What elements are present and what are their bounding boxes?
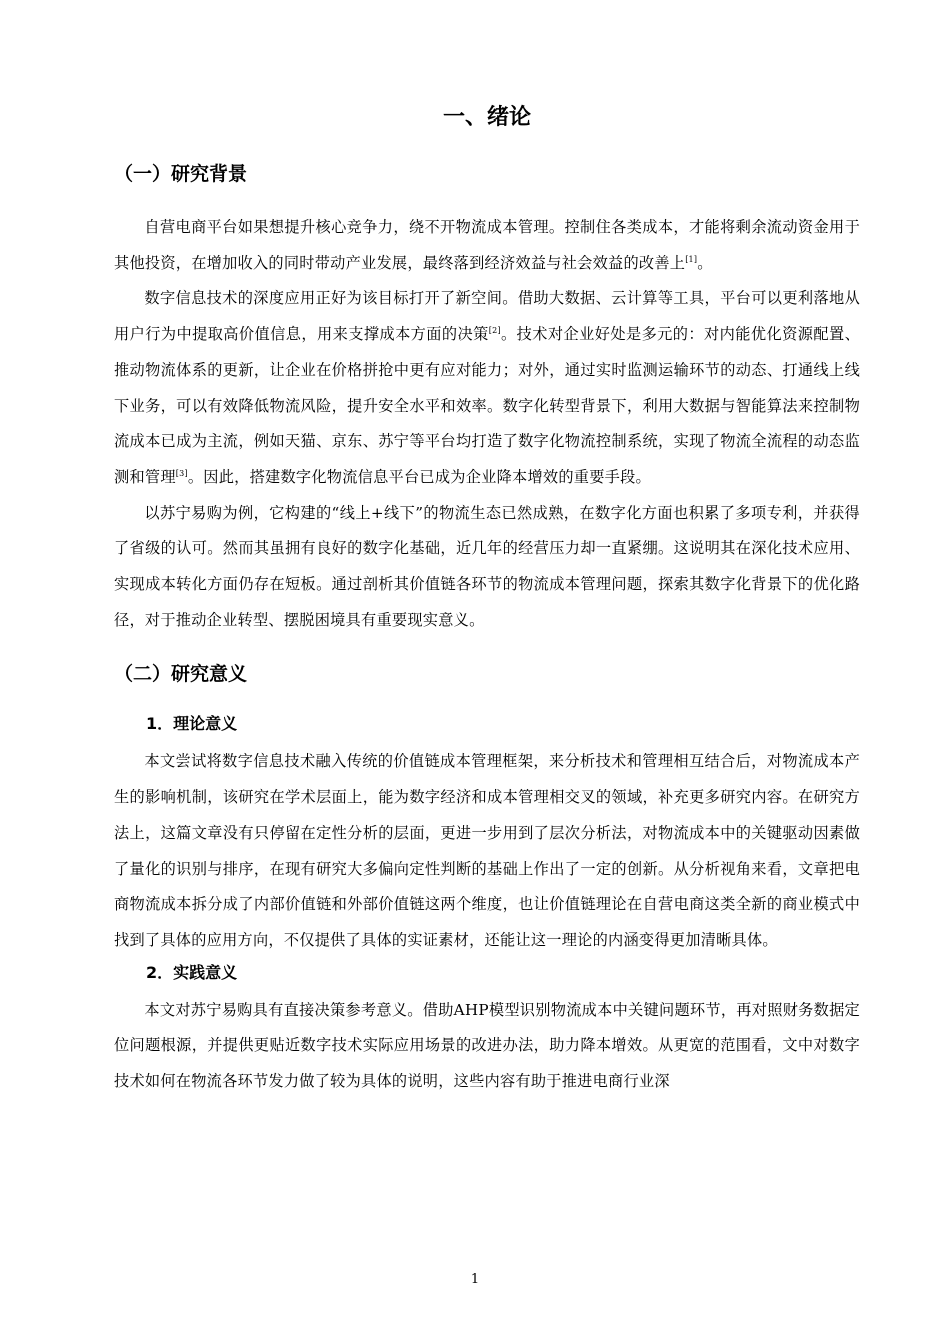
paragraph-text: 数字信息技术的深度应用正好为该目标打开了新空间。借助大数据、云计算等工具，平台可以更利落地从用户行为中提取高价值信息，用来支撑成本方面的决策 <box>114 289 860 344</box>
paragraph-text: 自营电商平台如果想提升核心竞争力，绕不开物流成本管理。控制住各类成本，才能将剩余流动资金用于其他投资，在增加收入的同时带动产业发展，最终落到经济效益与社会效益的改善上 <box>114 218 860 272</box>
subsection-title-practical: 2．实践意义 <box>146 962 238 982</box>
paragraph-text: 以苏宁易购为例，它构建的“线上+线下”的物流生态已然成熟，在数字化方面也积累了多项专利，并获得了省级的认可。然而其虽拥有良好的数字化基础，近几年的经营压力却一直紧绷。这说明其在深化技术应用、实现成本转化方面仍存在短板。通过剖析其价值链各环节的物流成本管理问题，探索其数字化背景下的优化路径，对于推动企业转型、摆脱困境具有重要现实意义。 <box>114 503 860 629</box>
page-content <box>114 98 860 1100</box>
paragraph-background-2 <box>114 281 860 495</box>
section-title-background: （一）研究背景 <box>114 163 248 185</box>
citation-2[interactable]: [2] <box>488 326 501 336</box>
page-number: 1 <box>470 1272 480 1287</box>
section-title-significance: （二）研究意义 <box>114 663 248 686</box>
paragraph-theoretical: 本文尝试将数字信息技术融入传统的价值链成本管理框架，来分析技术和管理相互结合后，对物流成本产生的影响机制，该研究在学术层面上，能为数字经济和成本管理相交叉的领域，补充更多研究内容。在研究方法上，这篇文章没有只停留在定性分析的层面，更进一步用到了层次分析法，对物流成本中的关键驱动因素做了量化的识别与排序，在现有研究大多偏向定性判断的基础上作出了一定的创新。从分析视角来看，文章把电商物流成本拆分成了内部价值链和外部价值链这两个维度，也让价值链理论在自营电商这类全新的商业模式中找到了具体的应用方向，不仅提供了具体的实证素材，还能让这一理论的内涵变得更加清晰具体。 <box>114 752 860 949</box>
paragraph-text: 。因此，搭建数字化物流信息平台已成为企业降本增效的重要手段。 <box>187 467 651 486</box>
citation-3[interactable]: [3] <box>175 468 188 478</box>
subsection-title-theoretical: 1．理论意义 <box>146 714 238 734</box>
chapter-title: 一、绪论 <box>442 105 531 130</box>
paragraph-practical: 本文对苏宁易购具有直接决策参考意义。借助AHP模型识别物流成本中关键问题环节，再对照财务数据定位问题根源，并提供更贴近数字技术实际应用场景的改进办法，助力降本增效。从更宽的范围看，文中对数字技术如何在物流各环节发力做了较为具体的说明，这些内容有助于推进电商行业深 <box>114 1000 860 1091</box>
paragraph-text: 。 <box>697 253 713 272</box>
citation-1[interactable]: [1] <box>685 254 698 264</box>
paragraph-background-3 <box>114 496 860 639</box>
paragraph-text: 。技术对企业好处是多元的：对内能优化资源配置、推动物流体系的更新，让企业在价格拼抢中更有应对能力；对外，通过实时监测运输环节的动态、打通线上线下业务，可以有效降低物流风险，提升安全水平和效率。数字化转型背景下，利用大数据与智能算法来控制物流成本已成为主流，例如天猫、京东、苏宁等平台均打造了数字化物流控制系统，实现了物流全流程的动态监测和管理 <box>114 325 861 486</box>
paragraph-background-1 <box>114 210 860 281</box>
